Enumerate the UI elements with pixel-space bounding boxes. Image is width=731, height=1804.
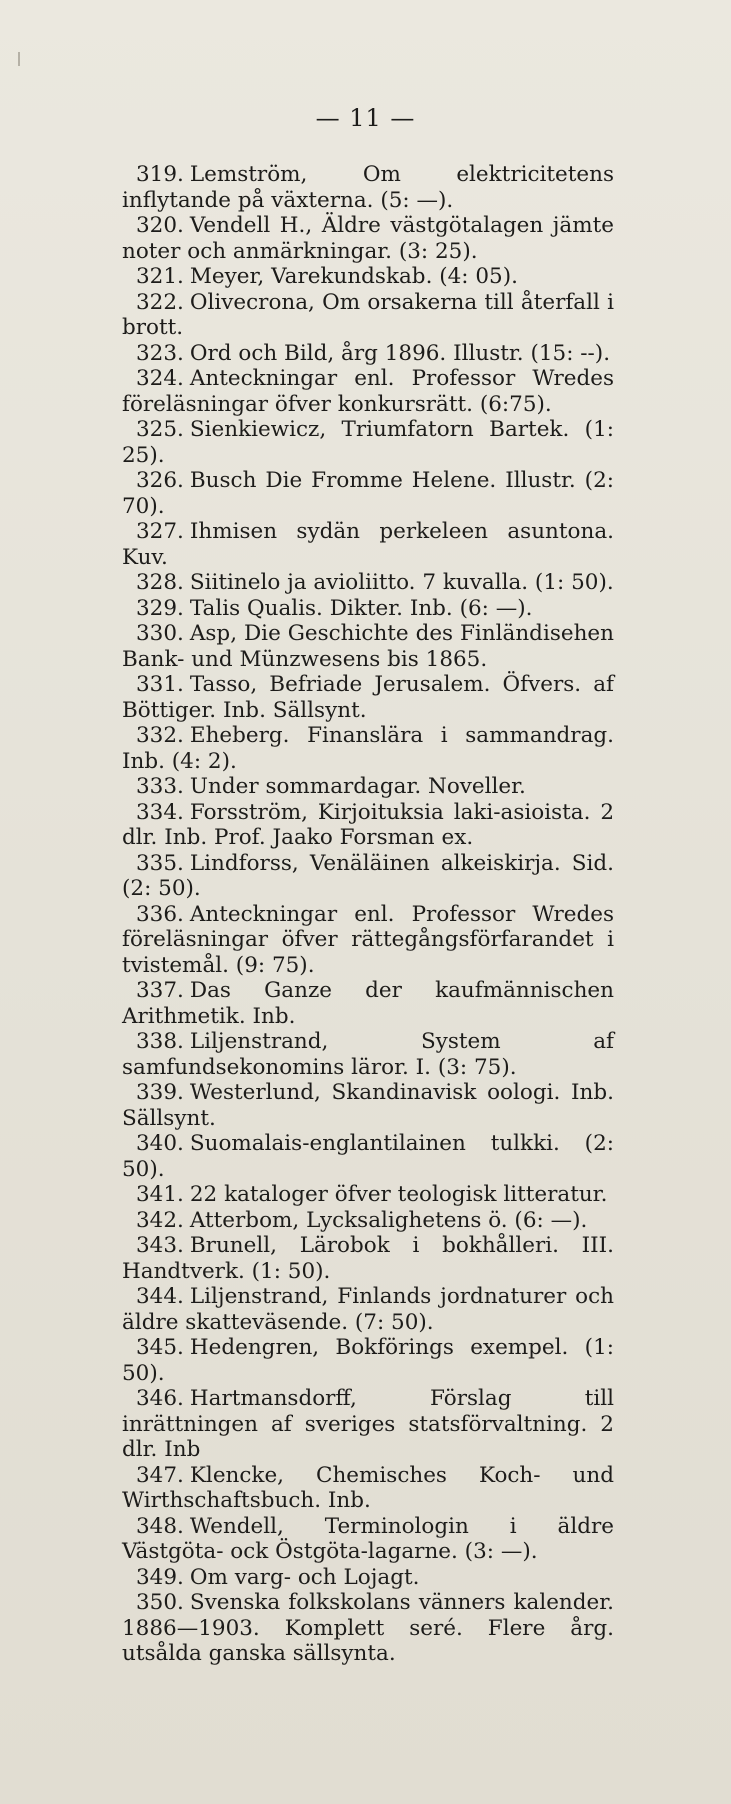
entry-number: 344. (136, 1284, 184, 1309)
entry-text: 22 kataloger öfver teologisk litteratur. (189, 1182, 608, 1207)
entry-number: 334. (136, 799, 184, 825)
entry-text: Atterbom, Lycksalighetens ö. (6: —). (189, 1207, 588, 1233)
entry-number: 327. (136, 519, 184, 544)
entry-number: 321. (136, 264, 184, 289)
catalog-entry (122, 468, 614, 519)
entry-text: Under sommardagar. Noveller. (189, 774, 526, 799)
entry-text: Klencke, Chemisches Koch- und Wirthschaftsbuch. Inb. (122, 1462, 614, 1513)
entry-number: 319. (136, 162, 184, 187)
entry-text: Vendell H., Äldre västgötalagen jämte noter och anmärkningar. (3: 25). (122, 213, 614, 264)
catalog-entry (122, 417, 614, 468)
entry-text: Brunell, Lärobok i bokhålleri. III. Handtverk. (1: 50). (122, 1233, 614, 1284)
entry-text: Liljenstrand, Finlands jordnaturer och äldre skatteväsende. (7: 50). (122, 1284, 614, 1335)
entry-number: 349. (136, 1564, 184, 1590)
entry-number: 339. (136, 1080, 184, 1105)
catalog-entry (122, 1335, 614, 1386)
entry-number: 350. (136, 1590, 184, 1615)
entry-text: Westerlund, Skandinavisk oologi. Inb. Sällsynt. (122, 1080, 614, 1131)
catalog-entry (122, 1182, 614, 1208)
catalog-entry (122, 723, 614, 774)
entry-text: Anteckningar enl. Professor Wredes föreläsningar öfver konkursrätt. (6:75). (122, 366, 614, 417)
entry-text: Ord och Bild, årg 1896. Illustr. (15: --). (189, 340, 611, 366)
entry-number: 320. (136, 213, 184, 238)
entry-text: Lemström, Om elektricitetens inflytande på växterna. (5: —). (122, 162, 614, 213)
catalog-entry (122, 264, 614, 290)
catalog-entry (122, 366, 614, 417)
entry-number: 333. (136, 774, 184, 799)
margin-mark (18, 52, 20, 66)
catalog-entry (122, 1208, 614, 1234)
entry-number: 325. (136, 417, 184, 442)
catalog-entry (122, 1029, 614, 1080)
catalog-entry (122, 851, 614, 902)
catalog-entry (122, 1565, 614, 1591)
entry-number: 336. (136, 901, 184, 927)
entry-number: 322. (136, 289, 184, 315)
page-number: — 11 — (315, 104, 416, 132)
entry-text: Lindforss, Venäläinen alkeiskirja. Sid. (2: 50). (122, 850, 614, 901)
entry-number: 347. (136, 1462, 184, 1488)
entry-number: 346. (136, 1386, 184, 1411)
entry-number: 330. (136, 621, 184, 646)
entry-text: Forsström, Kirjoituksia laki-asioista. 2 dlr. Inb. Prof. Jaako Forsman ex. (122, 799, 614, 850)
catalog-entry (122, 1590, 614, 1667)
catalog-entry (122, 621, 614, 672)
entry-number: 324. (136, 366, 184, 391)
entry-text: Tasso, Befriade Jerusalem. Öfvers. af Böttiger. Inb. Sällsynt. (122, 672, 614, 723)
entry-text: Ihmisen sydän perkeleen asuntona. Kuv. (122, 519, 614, 570)
entry-text: Talis Qualis. Dikter. Inb. (6: —). (189, 595, 533, 621)
entry-number: 326. (136, 468, 184, 493)
catalog-entry (122, 1131, 614, 1182)
catalog-entry (122, 341, 614, 367)
entry-text: Wendell, Terminologin i äldre Västgöta- ock Östgöta-lagarne. (3: —). (122, 1513, 614, 1564)
entry-text: Das Ganze der kaufmännischen Arithmetik. Inb. (122, 978, 614, 1029)
catalog-entry (122, 978, 614, 1029)
entry-text: Hedengren, Bokförings exempel. (1: 50). (122, 1335, 614, 1386)
entry-text: Asp, Die Geschichte des Finländisehen Bank- und Münzwesens bis 1865. (122, 621, 614, 672)
entry-number: 331. (136, 672, 184, 697)
entry-text: Busch Die Fromme Helene. Illustr. (2: 70). (122, 468, 614, 519)
catalog-entry (122, 774, 614, 800)
entry-number: 329. (136, 595, 184, 621)
catalog-entry (122, 290, 614, 341)
entry-text: Sienkiewicz, Triumfatorn Bartek. (1: 25). (122, 417, 614, 468)
catalog-entry (122, 519, 614, 570)
catalog-entries (122, 162, 614, 1667)
entry-text: Suomalais-englantilainen tulkki. (2: 50). (122, 1131, 614, 1182)
entry-text: Anteckningar enl. Professor Wredes föreläsningar öfver rättegångsförfarandet i tvistemål. (9: 75). (122, 901, 614, 978)
entry-text: Olivecrona, Om orsakerna till återfall i brott. (122, 289, 614, 340)
catalog-entry (122, 1514, 614, 1565)
entry-number: 343. (136, 1233, 184, 1258)
entry-text: Liljenstrand, System af samfundsekonomins läror. I. (3: 75). (122, 1029, 614, 1080)
entry-number: 341. (136, 1182, 184, 1207)
entry-text: Eheberg. Finanslära i sammandrag. Inb. (4: 2). (122, 723, 614, 774)
entry-number: 338. (136, 1029, 184, 1054)
catalog-entry (122, 570, 614, 596)
entry-text: Meyer, Varekundskab. (4: 05). (189, 264, 518, 289)
entry-number: 348. (136, 1513, 184, 1539)
catalog-entry (122, 213, 614, 264)
catalog-entry (122, 800, 614, 851)
entry-number: 323. (136, 340, 184, 366)
catalog-entry (122, 672, 614, 723)
catalog-entry (122, 1233, 614, 1284)
catalog-entry (122, 1284, 614, 1335)
entry-number: 335. (136, 850, 184, 876)
catalog-entry (122, 596, 614, 622)
entry-number: 345. (136, 1335, 184, 1360)
entry-text: Svenska folkskolans vänners kalender. 1886—1903. Komplett seré. Flere årg. utsålda ganska sällsynta. (122, 1590, 614, 1666)
catalog-entry (122, 902, 614, 979)
entry-number: 342. (136, 1207, 184, 1233)
catalog-entry (122, 162, 614, 213)
entry-text: Siitinelo ja avioliitto. 7 kuvalla. (1: 50). (189, 570, 614, 595)
entry-text: Hartmansdorff, Förslag till inrättningen af sveriges statsförvaltning. 2 dlr. Inb (122, 1386, 614, 1462)
entry-text: Om varg- och Lojagt. (189, 1564, 420, 1590)
catalog-entry (122, 1386, 614, 1463)
entry-number: 328. (136, 570, 184, 595)
catalog-entry (122, 1463, 614, 1514)
entry-number: 337. (136, 978, 184, 1003)
catalog-entry (122, 1080, 614, 1131)
entry-number: 340. (136, 1131, 184, 1156)
entry-number: 332. (136, 723, 184, 748)
